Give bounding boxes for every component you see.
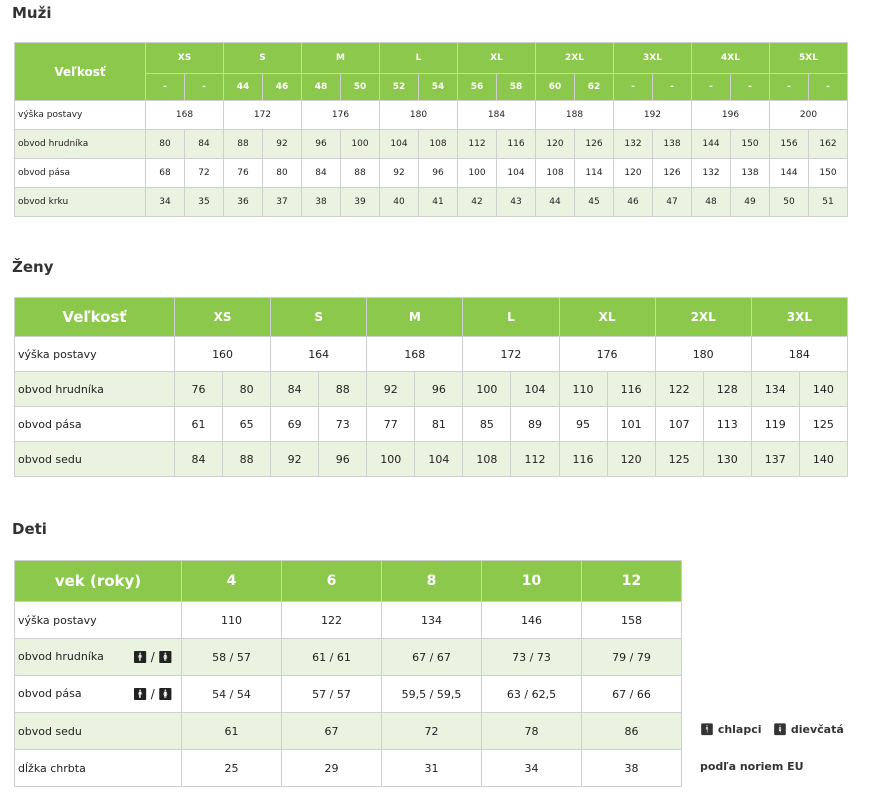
men-size-header: S	[224, 43, 302, 74]
table-cell: 67 / 66	[582, 676, 682, 713]
boy-icon: 🚹︎	[700, 723, 714, 736]
table-cell: 34	[482, 750, 582, 787]
women-size-header: S	[271, 298, 367, 337]
table-cell: 54 / 54	[182, 676, 282, 713]
men-eu-size: -	[146, 74, 185, 101]
gender-symbols	[132, 650, 173, 664]
table-cell: 47	[653, 188, 692, 217]
table-cell: 84	[185, 130, 224, 159]
table-cell: 172	[224, 101, 302, 130]
men-size-header: M	[302, 43, 380, 74]
table-cell: 122	[282, 602, 382, 639]
table-cell: 120	[607, 442, 655, 477]
table-cell: 156	[770, 130, 809, 159]
men-eu-size: 62	[575, 74, 614, 101]
table-row	[15, 101, 848, 130]
table-cell: 116	[559, 442, 607, 477]
eu-norm-note: podľa noriem EU	[700, 760, 804, 773]
row-label: obvod hrudníka	[15, 372, 175, 407]
table-cell: 138	[731, 159, 770, 188]
table-cell: 79 / 79	[582, 639, 682, 676]
table-cell: 63 / 62,5	[482, 676, 582, 713]
table-cell: 78	[482, 713, 582, 750]
table-cell: 42	[458, 188, 497, 217]
table-row	[15, 602, 682, 639]
table-cell: 36	[224, 188, 263, 217]
men-eu-size: 44	[224, 74, 263, 101]
table-cell: 107	[655, 407, 703, 442]
table-cell: 81	[415, 407, 463, 442]
table-cell: 150	[731, 130, 770, 159]
men-eu-size: 48	[302, 74, 341, 101]
table-cell: 104	[380, 130, 419, 159]
row-label-text: dĺžka chrbta	[18, 761, 86, 775]
table-cell: 48	[692, 188, 731, 217]
men-eu-size: -	[731, 74, 770, 101]
table-cell: 132	[692, 159, 731, 188]
table-cell: 49	[731, 188, 770, 217]
women-size-header: 2XL	[655, 298, 751, 337]
men-size-header: XS	[146, 43, 224, 74]
table-cell: 88	[341, 159, 380, 188]
table-cell: 172	[463, 337, 559, 372]
table-cell: 92	[367, 372, 415, 407]
table-cell: 84	[175, 442, 223, 477]
table-cell: 80	[263, 159, 302, 188]
men-eu-size: 50	[341, 74, 380, 101]
row-label-text: obvod sedu	[18, 724, 82, 738]
table-cell: 144	[770, 159, 809, 188]
row-label: obvod krku	[15, 188, 146, 217]
table-cell: 88	[319, 372, 367, 407]
table-cell: 29	[282, 750, 382, 787]
table-cell: 126	[575, 130, 614, 159]
men-eu-size: -	[653, 74, 692, 101]
table-row	[15, 130, 848, 159]
men-eu-size: 56	[458, 74, 497, 101]
men-section-title: Muži	[12, 4, 52, 22]
table-cell: 45	[575, 188, 614, 217]
men-eu-size: 54	[419, 74, 458, 101]
table-cell: 100	[458, 159, 497, 188]
row-label	[15, 713, 182, 750]
table-cell: 158	[582, 602, 682, 639]
gender-legend	[700, 723, 844, 736]
row-label	[15, 639, 182, 676]
table-cell: 116	[607, 372, 655, 407]
legend-boys-label: chlapci	[717, 723, 762, 736]
table-cell: 137	[751, 442, 799, 477]
table-cell: 69	[271, 407, 319, 442]
table-cell: 37	[263, 188, 302, 217]
table-cell: 110	[182, 602, 282, 639]
separator: /	[150, 650, 155, 664]
gender-symbols	[132, 687, 173, 701]
table-row	[15, 639, 682, 676]
table-cell: 59,5 / 59,5	[382, 676, 482, 713]
men-size-header: 2XL	[536, 43, 614, 74]
men-eu-size: 58	[497, 74, 536, 101]
table-cell: 184	[751, 337, 847, 372]
men-corner-label: Veľkosť	[15, 43, 146, 101]
table-cell: 101	[607, 407, 655, 442]
table-cell: 112	[511, 442, 559, 477]
row-label: obvod pása	[15, 159, 146, 188]
table-cell: 160	[175, 337, 271, 372]
table-cell: 146	[482, 602, 582, 639]
girl-icon: 🚺︎	[773, 723, 787, 736]
table-cell: 34	[146, 188, 185, 217]
table-cell: 67	[282, 713, 382, 750]
table-row	[15, 159, 848, 188]
table-cell: 96	[419, 159, 458, 188]
table-cell: 108	[463, 442, 511, 477]
men-eu-size: -	[614, 74, 653, 101]
table-cell: 120	[614, 159, 653, 188]
table-cell: 168	[367, 337, 463, 372]
row-label: obvod sedu	[15, 442, 175, 477]
table-cell: 134	[382, 602, 482, 639]
table-cell: 35	[185, 188, 224, 217]
table-cell: 84	[302, 159, 341, 188]
table-cell: 128	[703, 372, 751, 407]
row-label	[15, 602, 182, 639]
table-cell: 88	[224, 130, 263, 159]
table-cell: 96	[415, 372, 463, 407]
table-cell: 77	[367, 407, 415, 442]
table-row	[15, 676, 682, 713]
table-cell: 39	[341, 188, 380, 217]
kids-age-header: 10	[482, 561, 582, 602]
table-cell: 140	[799, 442, 847, 477]
girl-icon: 🚺︎	[157, 650, 173, 664]
table-row	[15, 372, 848, 407]
table-row	[15, 750, 682, 787]
row-label: obvod hrudníka	[15, 130, 146, 159]
women-size-header: L	[463, 298, 559, 337]
kids-age-header: 4	[182, 561, 282, 602]
table-cell: 57 / 57	[282, 676, 382, 713]
men-eu-size: 46	[263, 74, 302, 101]
table-cell: 80	[223, 372, 271, 407]
table-cell: 68	[146, 159, 185, 188]
table-cell: 92	[380, 159, 419, 188]
table-cell: 92	[271, 442, 319, 477]
men-size-table	[14, 42, 848, 217]
table-cell: 50	[770, 188, 809, 217]
table-row	[15, 407, 848, 442]
table-cell: 184	[458, 101, 536, 130]
table-cell: 119	[751, 407, 799, 442]
men-size-header: L	[380, 43, 458, 74]
table-cell: 176	[302, 101, 380, 130]
table-cell: 89	[511, 407, 559, 442]
table-cell: 188	[536, 101, 614, 130]
table-cell: 192	[614, 101, 692, 130]
table-cell: 125	[655, 442, 703, 477]
table-cell: 120	[536, 130, 575, 159]
men-eu-size: -	[809, 74, 848, 101]
women-corner-label: Veľkosť	[15, 298, 175, 337]
table-cell: 130	[703, 442, 751, 477]
table-cell: 100	[341, 130, 380, 159]
men-size-header: XL	[458, 43, 536, 74]
men-size-header: 3XL	[614, 43, 692, 74]
kids-section-title: Deti	[12, 520, 47, 538]
kids-corner-label: vek (roky)	[15, 561, 182, 602]
table-cell: 43	[497, 188, 536, 217]
row-label: výška postavy	[15, 337, 175, 372]
table-cell: 176	[559, 337, 655, 372]
table-row	[15, 188, 848, 217]
table-cell: 104	[511, 372, 559, 407]
table-cell: 108	[536, 159, 575, 188]
table-cell: 164	[271, 337, 367, 372]
table-cell: 65	[223, 407, 271, 442]
table-cell: 138	[653, 130, 692, 159]
table-row	[15, 337, 848, 372]
girl-icon: 🚺︎	[157, 687, 173, 701]
table-cell: 125	[799, 407, 847, 442]
men-eu-size: 60	[536, 74, 575, 101]
table-cell: 126	[653, 159, 692, 188]
table-cell: 92	[263, 130, 302, 159]
legend-girls-label: dievčatá	[790, 723, 844, 736]
men-eu-size: -	[692, 74, 731, 101]
men-eu-size: 52	[380, 74, 419, 101]
women-section-title: Ženy	[12, 258, 54, 276]
table-cell: 46	[614, 188, 653, 217]
men-eu-size: -	[185, 74, 224, 101]
table-cell: 100	[367, 442, 415, 477]
separator: /	[150, 687, 155, 701]
table-cell: 58 / 57	[182, 639, 282, 676]
table-cell: 114	[575, 159, 614, 188]
table-cell: 88	[223, 442, 271, 477]
table-row	[15, 713, 682, 750]
table-cell: 61	[182, 713, 282, 750]
table-cell: 61	[175, 407, 223, 442]
table-cell: 76	[175, 372, 223, 407]
table-cell: 112	[458, 130, 497, 159]
kids-age-header: 8	[382, 561, 482, 602]
table-cell: 180	[380, 101, 458, 130]
table-cell: 61 / 61	[282, 639, 382, 676]
table-cell: 38	[302, 188, 341, 217]
table-cell: 168	[146, 101, 224, 130]
table-cell: 76	[224, 159, 263, 188]
table-cell: 110	[559, 372, 607, 407]
table-cell: 134	[751, 372, 799, 407]
table-row	[15, 442, 848, 477]
table-cell: 104	[497, 159, 536, 188]
table-cell: 196	[692, 101, 770, 130]
table-cell: 72	[382, 713, 482, 750]
women-size-header: M	[367, 298, 463, 337]
row-label	[15, 676, 182, 713]
row-label: obvod pása	[15, 407, 175, 442]
table-cell: 116	[497, 130, 536, 159]
row-label-text: výška postavy	[18, 613, 97, 627]
table-cell: 150	[809, 159, 848, 188]
table-cell: 100	[463, 372, 511, 407]
table-cell: 25	[182, 750, 282, 787]
table-cell: 162	[809, 130, 848, 159]
table-cell: 86	[582, 713, 682, 750]
table-cell: 122	[655, 372, 703, 407]
table-cell: 96	[302, 130, 341, 159]
table-cell: 44	[536, 188, 575, 217]
table-cell: 72	[185, 159, 224, 188]
table-cell: 96	[319, 442, 367, 477]
table-cell: 80	[146, 130, 185, 159]
row-label: výška postavy	[15, 101, 146, 130]
table-cell: 108	[419, 130, 458, 159]
table-cell: 132	[614, 130, 653, 159]
row-label-text: obvod hrudníka	[18, 650, 104, 663]
men-size-header: 5XL	[770, 43, 848, 74]
row-label-text: obvod pása	[18, 687, 82, 700]
table-cell: 113	[703, 407, 751, 442]
row-label	[15, 750, 182, 787]
table-cell: 84	[271, 372, 319, 407]
men-size-header: 4XL	[692, 43, 770, 74]
boy-icon: 🚹︎	[132, 687, 148, 701]
table-cell: 40	[380, 188, 419, 217]
table-cell: 180	[655, 337, 751, 372]
table-cell: 140	[799, 372, 847, 407]
table-cell: 38	[582, 750, 682, 787]
table-cell: 67 / 67	[382, 639, 482, 676]
table-cell: 95	[559, 407, 607, 442]
men-eu-size: -	[770, 74, 809, 101]
women-size-header: XL	[559, 298, 655, 337]
women-size-header: 3XL	[751, 298, 847, 337]
kids-age-header: 12	[582, 561, 682, 602]
kids-size-table	[14, 560, 682, 787]
table-cell: 200	[770, 101, 848, 130]
kids-age-header: 6	[282, 561, 382, 602]
table-cell: 41	[419, 188, 458, 217]
table-cell: 104	[415, 442, 463, 477]
women-size-header: XS	[175, 298, 271, 337]
table-cell: 31	[382, 750, 482, 787]
women-size-table	[14, 297, 848, 477]
table-cell: 85	[463, 407, 511, 442]
table-cell: 51	[809, 188, 848, 217]
table-cell: 73 / 73	[482, 639, 582, 676]
table-cell: 73	[319, 407, 367, 442]
table-cell: 144	[692, 130, 731, 159]
boy-icon: 🚹︎	[132, 650, 148, 664]
